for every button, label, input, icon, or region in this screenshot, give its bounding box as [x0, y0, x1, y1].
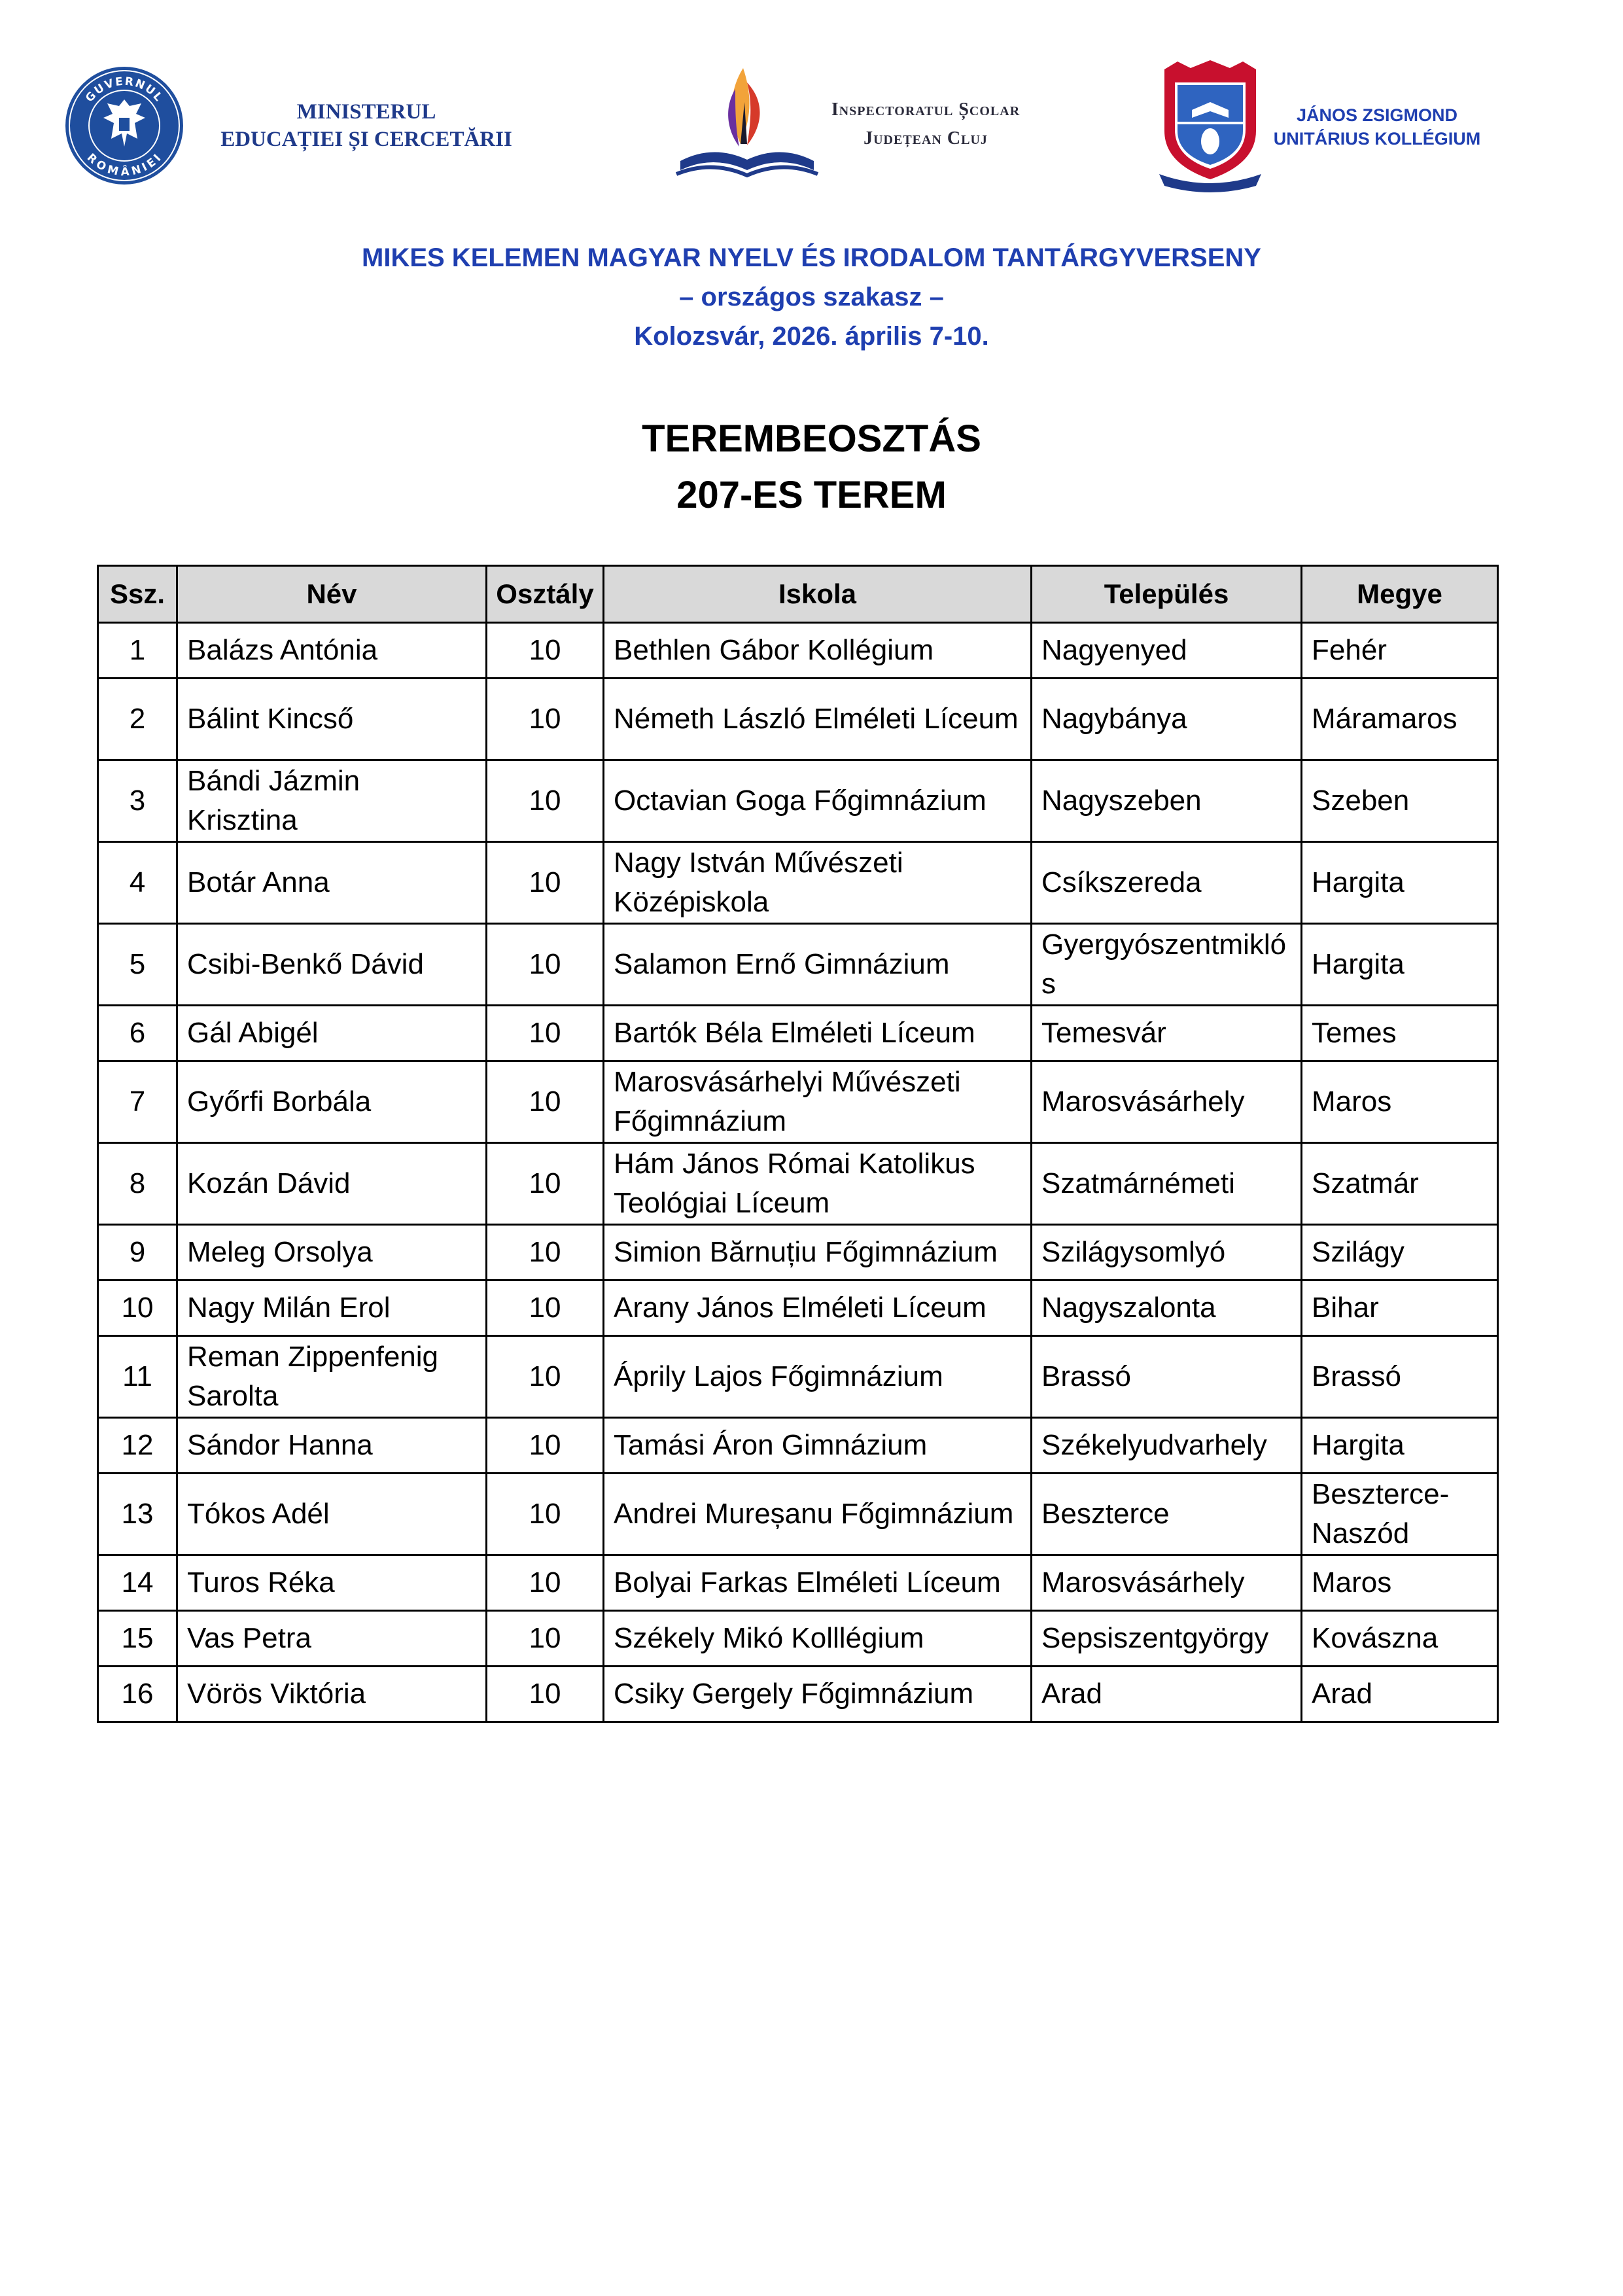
student-name: Bálint Kincső — [177, 679, 487, 760]
grade: 10 — [487, 1667, 604, 1722]
town: Arad — [1032, 1667, 1302, 1722]
college-name — [1263, 103, 1492, 150]
county: Hargita — [1302, 842, 1498, 924]
town: Nagyszeben — [1032, 760, 1302, 842]
room-assignment-table — [97, 565, 1499, 1723]
row-number: 6 — [98, 1006, 177, 1061]
student-name: Nagy Milán Erol — [177, 1280, 487, 1336]
grade: 10 — [487, 1555, 604, 1611]
government-seal-logo — [64, 65, 184, 186]
town: Csíkszereda — [1032, 842, 1302, 924]
room-title: 207-ES TEREM — [676, 474, 947, 516]
school: Áprily Lajos Főgimnázium — [604, 1336, 1032, 1418]
student-name: Vas Petra — [177, 1611, 487, 1667]
school: Székely Mikó Kolllégium — [604, 1611, 1032, 1667]
school: Simion Bărnuțiu Főgimnázium — [604, 1225, 1032, 1280]
svg-text:GUVERNUL: GUVERNUL — [83, 75, 166, 105]
college-line-1: JÁNOS ZSIGMOND — [1296, 105, 1458, 125]
table-row — [98, 1611, 1498, 1667]
grade: 10 — [487, 1061, 604, 1143]
grade: 10 — [487, 1006, 604, 1061]
school: Nagy István Művészeti Középiskola — [604, 842, 1032, 924]
school: Salamon Ernő Gimnázium — [604, 924, 1032, 1006]
county: Hargita — [1302, 924, 1498, 1006]
inspectorate-line-2: Județean Cluj — [864, 128, 988, 149]
town: Temesvár — [1032, 1006, 1302, 1061]
college-crest-logo — [1151, 59, 1269, 193]
contest-title: MIKES KELEMEN MAGYAR NYELV ÉS IRODALOM TANTÁRGYVERSENY — [362, 243, 1261, 272]
row-number: 10 — [98, 1280, 177, 1336]
school: Bartók Béla Elméleti Líceum — [604, 1006, 1032, 1061]
county: Brassó — [1302, 1336, 1498, 1418]
row-number: 11 — [98, 1336, 177, 1418]
contest-place-date: Kolozsvár, 2026. április 7-10. — [634, 322, 989, 351]
table-row — [98, 623, 1498, 679]
student-name: Turos Réka — [177, 1555, 487, 1611]
table-row — [98, 1061, 1498, 1143]
table-row — [98, 1336, 1498, 1418]
grade: 10 — [487, 679, 604, 760]
table-row — [98, 1225, 1498, 1280]
student-name: Gál Abigél — [177, 1006, 487, 1061]
county: Arad — [1302, 1667, 1498, 1722]
grade: 10 — [487, 760, 604, 842]
student-name: Sándor Hanna — [177, 1418, 487, 1474]
table-row — [98, 1280, 1498, 1336]
table-row — [98, 1555, 1498, 1611]
row-number: 5 — [98, 924, 177, 1006]
school: Arany János Elméleti Líceum — [604, 1280, 1032, 1336]
grade: 10 — [487, 1143, 604, 1225]
grade: 10 — [487, 1611, 604, 1667]
grade: 10 — [487, 842, 604, 924]
college-line-2: UNITÁRIUS KOLLÉGIUM — [1273, 129, 1481, 149]
row-number: 15 — [98, 1611, 177, 1667]
row-number: 8 — [98, 1143, 177, 1225]
town: Nagyszalonta — [1032, 1280, 1302, 1336]
county: Szeben — [1302, 760, 1498, 842]
row-number: 13 — [98, 1474, 177, 1555]
grade: 10 — [487, 1280, 604, 1336]
school: Hám János Római Katolikus Teológiai Líceum — [604, 1143, 1032, 1225]
column-header: Név — [177, 566, 487, 623]
school: Németh László Elméleti Líceum — [604, 679, 1032, 760]
inspectorate-name — [801, 96, 1050, 153]
grade: 10 — [487, 1336, 604, 1418]
student-name: Vörös Viktória — [177, 1667, 487, 1722]
town: Marosvásárhely — [1032, 1555, 1302, 1611]
student-name: Balázs Antónia — [177, 623, 487, 679]
row-number: 12 — [98, 1418, 177, 1474]
inspectorate-line-1: Inspectoratul Școlar — [831, 99, 1021, 120]
student-name: Csibi-Benkő Dávid — [177, 924, 487, 1006]
row-number: 3 — [98, 760, 177, 842]
student-name: Bándi Jázmin Krisztina — [177, 760, 487, 842]
grade: 10 — [487, 1418, 604, 1474]
school: Bolyai Farkas Elméleti Líceum — [604, 1555, 1032, 1611]
county: Maros — [1302, 1061, 1498, 1143]
ministry-line-1: MINISTERUL — [296, 100, 436, 124]
table-body — [98, 623, 1498, 1722]
county: Máramaros — [1302, 679, 1498, 760]
table-row — [98, 760, 1498, 842]
town: Szatmárnémeti — [1032, 1143, 1302, 1225]
town: Brassó — [1032, 1336, 1302, 1418]
ministry-name — [190, 98, 543, 153]
student-name: Győrfi Borbála — [177, 1061, 487, 1143]
row-number: 1 — [98, 623, 177, 679]
town: Székelyudvarhely — [1032, 1418, 1302, 1474]
school: Tamási Áron Gimnázium — [604, 1418, 1032, 1474]
town: Beszterce — [1032, 1474, 1302, 1555]
school: Csiky Gergely Főgimnázium — [604, 1667, 1032, 1722]
town: Nagybánya — [1032, 679, 1302, 760]
row-number: 16 — [98, 1667, 177, 1722]
grade: 10 — [487, 1474, 604, 1555]
table-row — [98, 1418, 1498, 1474]
student-name: Kozán Dávid — [177, 1143, 487, 1225]
town: Marosvásárhely — [1032, 1061, 1302, 1143]
school: Bethlen Gábor Kollégium — [604, 623, 1032, 679]
student-name: Reman Zippenfenig Sarolta — [177, 1336, 487, 1418]
column-header: Iskola — [604, 566, 1032, 623]
table-header-row — [98, 566, 1498, 623]
student-name: Meleg Orsolya — [177, 1225, 487, 1280]
table-row — [98, 1667, 1498, 1722]
town: Nagyenyed — [1032, 623, 1302, 679]
county: Kovászna — [1302, 1611, 1498, 1667]
town: Szilágysomlyó — [1032, 1225, 1302, 1280]
grade: 10 — [487, 924, 604, 1006]
row-number: 14 — [98, 1555, 177, 1611]
column-header: Ssz. — [98, 566, 177, 623]
table-row — [98, 1474, 1498, 1555]
row-number: 9 — [98, 1225, 177, 1280]
contest-stage: – országos szakasz – — [679, 283, 944, 311]
column-header: Település — [1032, 566, 1302, 623]
town: Sepsiszentgyörgy — [1032, 1611, 1302, 1667]
town: Gyergyószentmiklós — [1032, 924, 1302, 1006]
row-number: 4 — [98, 842, 177, 924]
student-name: Tókos Adél — [177, 1474, 487, 1555]
column-header: Megye — [1302, 566, 1498, 623]
table-row — [98, 1143, 1498, 1225]
county: Hargita — [1302, 1418, 1498, 1474]
county: Szilágy — [1302, 1225, 1498, 1280]
table-row — [98, 842, 1498, 924]
county: Beszterce-Naszód — [1302, 1474, 1498, 1555]
table-row — [98, 924, 1498, 1006]
column-header: Osztály — [487, 566, 604, 623]
county: Szatmár — [1302, 1143, 1498, 1225]
county: Temes — [1302, 1006, 1498, 1061]
county: Maros — [1302, 1555, 1498, 1611]
table-row — [98, 1006, 1498, 1061]
school: Marosvásárhelyi Művészeti Főgimnázium — [604, 1061, 1032, 1143]
svg-text:ROMÂNIEI: ROMÂNIEI — [84, 150, 165, 179]
school: Octavian Goga Főgimnázium — [604, 760, 1032, 842]
grade: 10 — [487, 623, 604, 679]
student-name: Botár Anna — [177, 842, 487, 924]
table-row — [98, 679, 1498, 760]
county: Bihar — [1302, 1280, 1498, 1336]
ministry-line-2: EDUCAȚIEI ȘI CERCETĂRII — [220, 128, 512, 151]
grade: 10 — [487, 1225, 604, 1280]
row-number: 2 — [98, 679, 177, 760]
page-title: TEREMBEOSZTÁS — [642, 417, 981, 460]
school: Andrei Mureșanu Főgimnázium — [604, 1474, 1032, 1555]
county: Fehér — [1302, 623, 1498, 679]
row-number: 7 — [98, 1061, 177, 1143]
